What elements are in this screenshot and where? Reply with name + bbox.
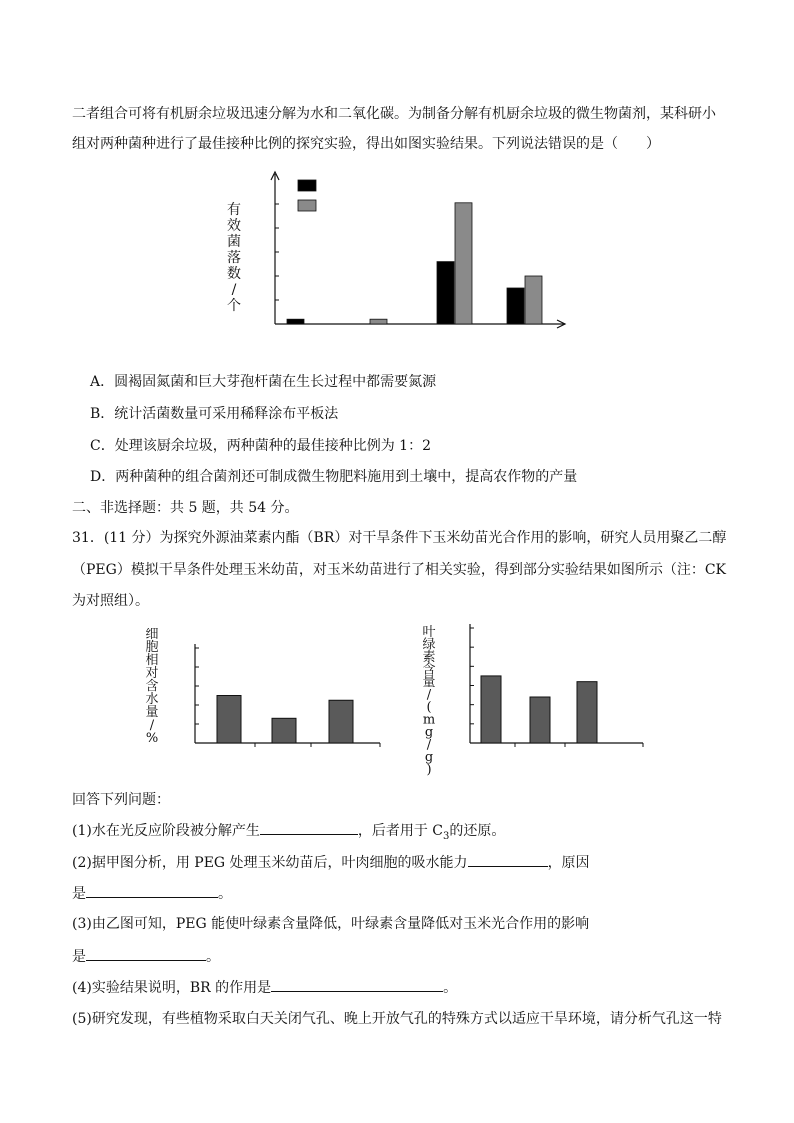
intro-line-2: 组对两种菌种进行了最佳接种比例的探究实验，得出如图实验结果。下列说法错误的是（ ） (72, 136, 660, 152)
subquestion-3-cont (72, 946, 220, 967)
answer-blank-1[interactable] (260, 820, 358, 835)
bar-圆褐固氮菌-2 (437, 262, 454, 324)
subq2-text-d: 。 (218, 886, 232, 902)
y-axis-label: 叶绿素含量/ ( m g / g ) (422, 625, 436, 778)
bar-巨大芽孢杆菌-2 (455, 203, 472, 324)
subq3-text-b: 是 (72, 949, 86, 965)
option-a: A．圆褐固氮菌和巨大芽孢杆菌在生长过程中都需要氮源 (90, 374, 437, 390)
colony-count-chart (220, 170, 580, 370)
answer-blank-4[interactable] (271, 977, 443, 992)
subq1-text-c: 的还原。 (449, 823, 506, 839)
water-content-chart (140, 628, 400, 786)
q31-line-2: （PEG）模拟干旱条件处理玉米幼苗，对玉米幼苗进行了相关实验，得到部分实验结果如图所示（注：CK (72, 562, 726, 578)
subquestion-2-cont (72, 883, 232, 904)
option-d: D．两种菌种的组合菌剂还可制成微生物肥料施用到土壤中，提高农作物的产量 (90, 469, 578, 485)
subq2-text-b: ，原因 (547, 855, 590, 871)
answer-blank-2b[interactable] (86, 883, 218, 898)
legend-swatch-1 (298, 200, 316, 211)
bar-CK (217, 696, 241, 744)
option-b: B．统计活菌数量可采用稀释涂布平板法 (90, 406, 339, 422)
answer-blank-3[interactable] (86, 946, 206, 961)
q31-line-1: 31．(11 分）为探究外源油菜素内酯（BR）对干旱条件下玉米幼苗光合作用的影响，研究人员用聚乙二醇 (72, 530, 727, 546)
y-axis-label: 细胞相对含水量/ % (145, 628, 159, 746)
bar-BR＋PEG (329, 700, 353, 743)
chlorophyll-chart (415, 618, 655, 786)
legend-swatch-0 (298, 180, 316, 191)
bar-巨大芽孢杆菌-1 (370, 319, 387, 324)
subq2-text-a: (2)据甲图分析，用 PEG 处理玉米幼苗后，叶肉细胞的吸水能力 (72, 855, 468, 871)
subq4-text-b: 。 (443, 980, 458, 996)
bar-PFG (272, 718, 296, 743)
answer-prompt: 回答下列问题： (72, 792, 170, 808)
bar-BR＋PEG (577, 682, 597, 743)
answer-blank-2a[interactable] (468, 852, 548, 867)
subq1-text-b: ，后者用于 C (357, 823, 444, 839)
bar-圆褐固氮菌-3 (507, 288, 524, 324)
option-c: C．处理该厨余垃圾，两种菌种的最佳接种比例为 1：2 (90, 438, 431, 454)
y-axis-label: 有效菌落数/个 (227, 202, 241, 314)
subq3-text-c: 。 (206, 949, 220, 965)
subquestion-5: (5)研究发现，有些植物采取白天关闭气孔、晚上开放气孔的特殊方式以适应干旱环境，请分析气孔这一特 (72, 1011, 722, 1027)
subquestion-2 (72, 852, 590, 873)
subq1-text-a: (1)水在光反应阶段被分解产生 (72, 823, 260, 839)
bar-巨大芽孢杆菌-3 (525, 276, 542, 324)
bar-圆褐固氮菌-0 (287, 319, 304, 324)
q31-line-3: 为对照组）。 (72, 593, 149, 609)
subquestion-3: (3)由乙图可知，PEG 能使叶绿素含量降低，叶绿素含量降低对玉米光合作用的影响 (72, 916, 590, 932)
subq4-text-a: (4)实验结果说明，BR 的作用是 (72, 980, 272, 996)
bar-PFG (530, 697, 550, 743)
subquestion-1 (72, 820, 505, 847)
subquestion-4 (72, 977, 457, 998)
section-heading: 二、非选择题：共 5 题，共 54 分。 (72, 500, 299, 516)
subq1-subscript: 3 (443, 830, 450, 842)
bar-CK (481, 676, 501, 743)
subq2-text-c: 是 (72, 886, 86, 902)
intro-line-1: 二者组合可将有机厨余垃圾迅速分解为水和二氧化碳。为制备分解有机厨余垃圾的微生物菌剂，某科研小 (72, 106, 716, 122)
